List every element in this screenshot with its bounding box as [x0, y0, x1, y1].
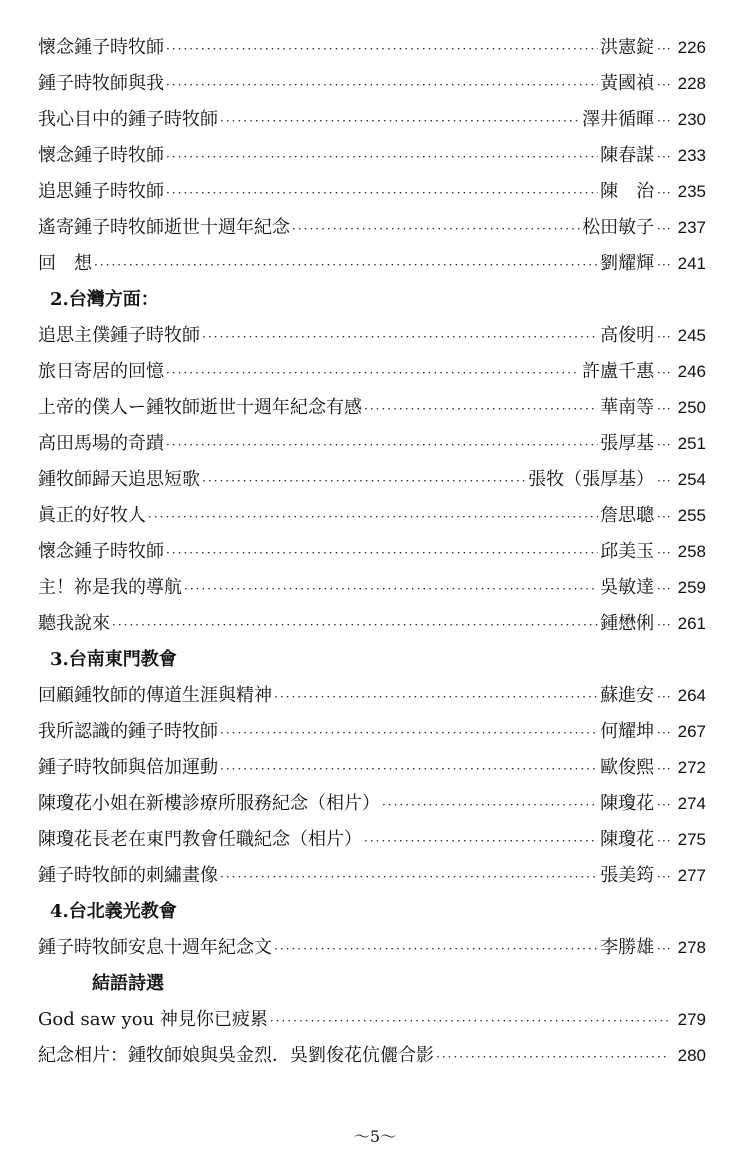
- entry-author: 鍾懋俐: [600, 613, 655, 634]
- entry-page: 275: [677, 830, 706, 849]
- toc-entry: [38, 138, 706, 174]
- entry-page: 246: [677, 362, 706, 381]
- dot-leader: [166, 67, 598, 103]
- dot-leader-tail: ···: [657, 402, 672, 416]
- entry-title: 鍾牧師歸天追思短歌: [38, 469, 200, 490]
- page-number: ～5～: [353, 1127, 397, 1146]
- entry-title: 遙寄鍾子時牧師逝世十週年紀念: [38, 217, 290, 238]
- entry-author: 劉耀輝: [600, 253, 655, 274]
- dot-leader-tail: ···: [657, 870, 672, 884]
- entry-title: 懷念鍾子時牧師: [38, 145, 164, 166]
- toc-entry: [38, 606, 706, 642]
- dot-leader: [166, 535, 598, 571]
- entry-author: 高俊明: [600, 325, 655, 346]
- entry-title: 高田馬場的奇蹟: [38, 433, 164, 454]
- dot-leader: [436, 1039, 670, 1075]
- toc-entry: [38, 498, 706, 534]
- toc-entry: [38, 858, 706, 894]
- entry-page: 235: [677, 182, 706, 201]
- toc-entry: [38, 462, 706, 498]
- toc-entry: [38, 30, 706, 66]
- entry-title: 懷念鍾子時牧師: [38, 37, 164, 58]
- entry-author: 何耀坤: [600, 721, 655, 742]
- dot-leader-tail: ···: [657, 834, 672, 848]
- entry-author: 張厚基: [600, 433, 655, 454]
- entry-page: 278: [677, 938, 706, 957]
- toc-entry: [38, 318, 706, 354]
- entry-title: 鍾子時牧師安息十週年紀念文: [38, 937, 272, 958]
- dot-leader: [274, 931, 598, 967]
- dot-leader: [382, 787, 598, 823]
- dot-leader-tail: ···: [657, 438, 672, 452]
- entry-page: 272: [677, 758, 706, 777]
- toc-entry: [38, 570, 706, 606]
- dot-leader-tail: ···: [657, 114, 672, 128]
- dot-leader-tail: ···: [657, 798, 672, 812]
- entry-title: 主！祢是我的導航: [38, 577, 182, 598]
- dot-leader: [220, 859, 598, 895]
- entry-title: 懷念鍾子時牧師: [38, 541, 164, 562]
- toc-entry: [38, 174, 706, 210]
- entry-title: 陳瓊花長老在東門教會任職紀念（相片）: [38, 829, 362, 850]
- dot-leader-tail: ···: [657, 42, 672, 56]
- dot-leader-tail: ···: [657, 150, 672, 164]
- entry-page: 250: [677, 398, 706, 417]
- dot-leader: [274, 679, 598, 715]
- entry-page: 254: [677, 470, 706, 489]
- dot-leader: [184, 571, 598, 607]
- entry-page: 228: [677, 74, 706, 93]
- entry-author: 陳瓊花: [600, 829, 655, 850]
- entry-author: 黃國禎: [600, 73, 655, 94]
- entry-title: 我心目中的鍾子時牧師: [38, 109, 218, 130]
- dot-leader: [166, 355, 580, 391]
- dot-leader-tail: ···: [657, 618, 672, 632]
- toc-entry: [38, 1038, 706, 1074]
- entry-author: 澤井循暉: [582, 109, 655, 130]
- entry-page: 267: [677, 722, 706, 741]
- toc-entry: [38, 426, 706, 462]
- dot-leader: [220, 103, 580, 139]
- entry-author: 歐俊熙: [600, 757, 655, 778]
- entry-title: 回 想: [38, 253, 92, 274]
- entry-author: 吳敏達: [600, 577, 655, 598]
- dot-leader: [166, 175, 598, 211]
- entry-title: 我所認識的鍾子時牧師: [38, 721, 218, 742]
- entry-page: 237: [677, 218, 706, 237]
- dot-leader: [364, 391, 598, 427]
- toc-entry: [38, 822, 706, 858]
- dot-leader-tail: ···: [657, 690, 672, 704]
- entry-page: 241: [677, 254, 706, 273]
- entry-author: 詹思聰: [600, 505, 655, 526]
- dot-leader: [166, 139, 598, 175]
- entry-page: 274: [677, 794, 706, 813]
- dot-leader-tail: ···: [657, 942, 672, 956]
- toc-entry: [38, 786, 706, 822]
- entry-author: 張牧（張厚基）: [528, 469, 655, 490]
- dot-leader-tail: ···: [657, 546, 672, 560]
- entry-page: 261: [677, 614, 706, 633]
- dot-leader: [94, 247, 598, 283]
- toc-entry: [38, 534, 706, 570]
- entry-title: 鍾子時牧師與我: [38, 73, 164, 94]
- entry-title: 鍾子時牧師與倍加運動: [38, 757, 218, 778]
- entry-title: 上帝的僕人ー鍾牧師逝世十週年紀念有感: [38, 397, 362, 418]
- entry-title: 旅日寄居的回憶: [38, 361, 164, 382]
- entry-title: God saw you 神見你已疲累: [38, 1009, 268, 1030]
- section-heading: 4.台北義光教會: [50, 901, 177, 922]
- entry-page: 277: [677, 866, 706, 885]
- dot-leader: [270, 1003, 670, 1039]
- dot-leader-tail: ···: [657, 78, 672, 92]
- entry-author: 華南等: [600, 397, 655, 418]
- entry-page: 258: [677, 542, 706, 561]
- entry-author: 陳瓊花: [600, 793, 655, 814]
- poem-heading: 結語詩選: [92, 973, 164, 994]
- dot-leader-tail: ···: [657, 366, 672, 380]
- toc-entry: [38, 714, 706, 750]
- entry-page: 280: [677, 1046, 706, 1065]
- dot-leader-tail: ···: [657, 222, 672, 236]
- toc-entry: [38, 930, 706, 966]
- dot-leader: [220, 715, 598, 751]
- entry-page: 245: [677, 326, 706, 345]
- entry-author: 張美筠: [600, 865, 655, 886]
- entry-page: 279: [677, 1010, 706, 1029]
- entry-author: 陳 治: [600, 181, 655, 202]
- entry-page: 226: [677, 38, 706, 57]
- section-heading: 3.台南東門教會: [50, 649, 177, 670]
- dot-leader: [112, 607, 598, 643]
- toc-entry: [38, 66, 706, 102]
- dot-leader: [364, 823, 598, 859]
- dot-leader-tail: ···: [657, 474, 672, 488]
- entry-page: 233: [677, 146, 706, 165]
- entry-page: 230: [677, 110, 706, 129]
- dot-leader-tail: ···: [657, 258, 672, 272]
- table-of-contents: [38, 30, 706, 1074]
- dot-leader-tail: ···: [657, 510, 672, 524]
- dot-leader: [166, 427, 598, 463]
- toc-entry: [38, 210, 706, 246]
- entry-author: 邱美玉: [600, 541, 655, 562]
- toc-entry: [38, 1002, 706, 1038]
- entry-author: 李勝雄: [600, 937, 655, 958]
- entry-author: 松田敏子: [582, 217, 655, 238]
- toc-entry: [38, 678, 706, 714]
- toc-entry: [38, 750, 706, 786]
- entry-title: 追思鍾子時牧師: [38, 181, 164, 202]
- toc-entry: [38, 102, 706, 138]
- dot-leader: [166, 31, 598, 67]
- dot-leader-tail: ···: [657, 726, 672, 740]
- dot-leader: [202, 319, 598, 355]
- dot-leader: [202, 463, 526, 499]
- entry-title: 追思主僕鍾子時牧師: [38, 325, 200, 346]
- dot-leader: [148, 499, 598, 535]
- toc-entry: [38, 354, 706, 390]
- dot-leader: [292, 211, 580, 247]
- entry-author: 蘇進安: [600, 685, 655, 706]
- dot-leader-tail: ···: [657, 186, 672, 200]
- toc-entry: [38, 390, 706, 426]
- entry-title: 紀念相片：鍾牧師娘與吳金烈．吳劉俊花伉儷合影: [38, 1045, 434, 1066]
- entry-title: 陳瓊花小姐在新樓診療所服務紀念（相片）: [38, 793, 380, 814]
- entry-author: 許盧千惠: [582, 361, 655, 382]
- entry-page: 259: [677, 578, 706, 597]
- section-heading: 2.台灣方面：: [50, 289, 159, 310]
- dot-leader-tail: ···: [657, 330, 672, 344]
- entry-title: 回顧鍾牧師的傳道生涯與精神: [38, 685, 272, 706]
- entry-title: 鍾子時牧師的刺繡畫像: [38, 865, 218, 886]
- entry-title: 眞正的好牧人: [38, 505, 146, 526]
- entry-author: 陳春謀: [600, 145, 655, 166]
- dot-leader: [220, 751, 598, 787]
- entry-title: 聽我說來: [38, 613, 110, 634]
- dot-leader-tail: ···: [657, 762, 672, 776]
- entry-page: 251: [677, 434, 706, 453]
- entry-author: 洪憲錠: [600, 37, 655, 58]
- dot-leader-tail: ···: [657, 582, 672, 596]
- toc-entry: [38, 246, 706, 282]
- entry-page: 255: [677, 506, 706, 525]
- entry-page: 264: [677, 686, 706, 705]
